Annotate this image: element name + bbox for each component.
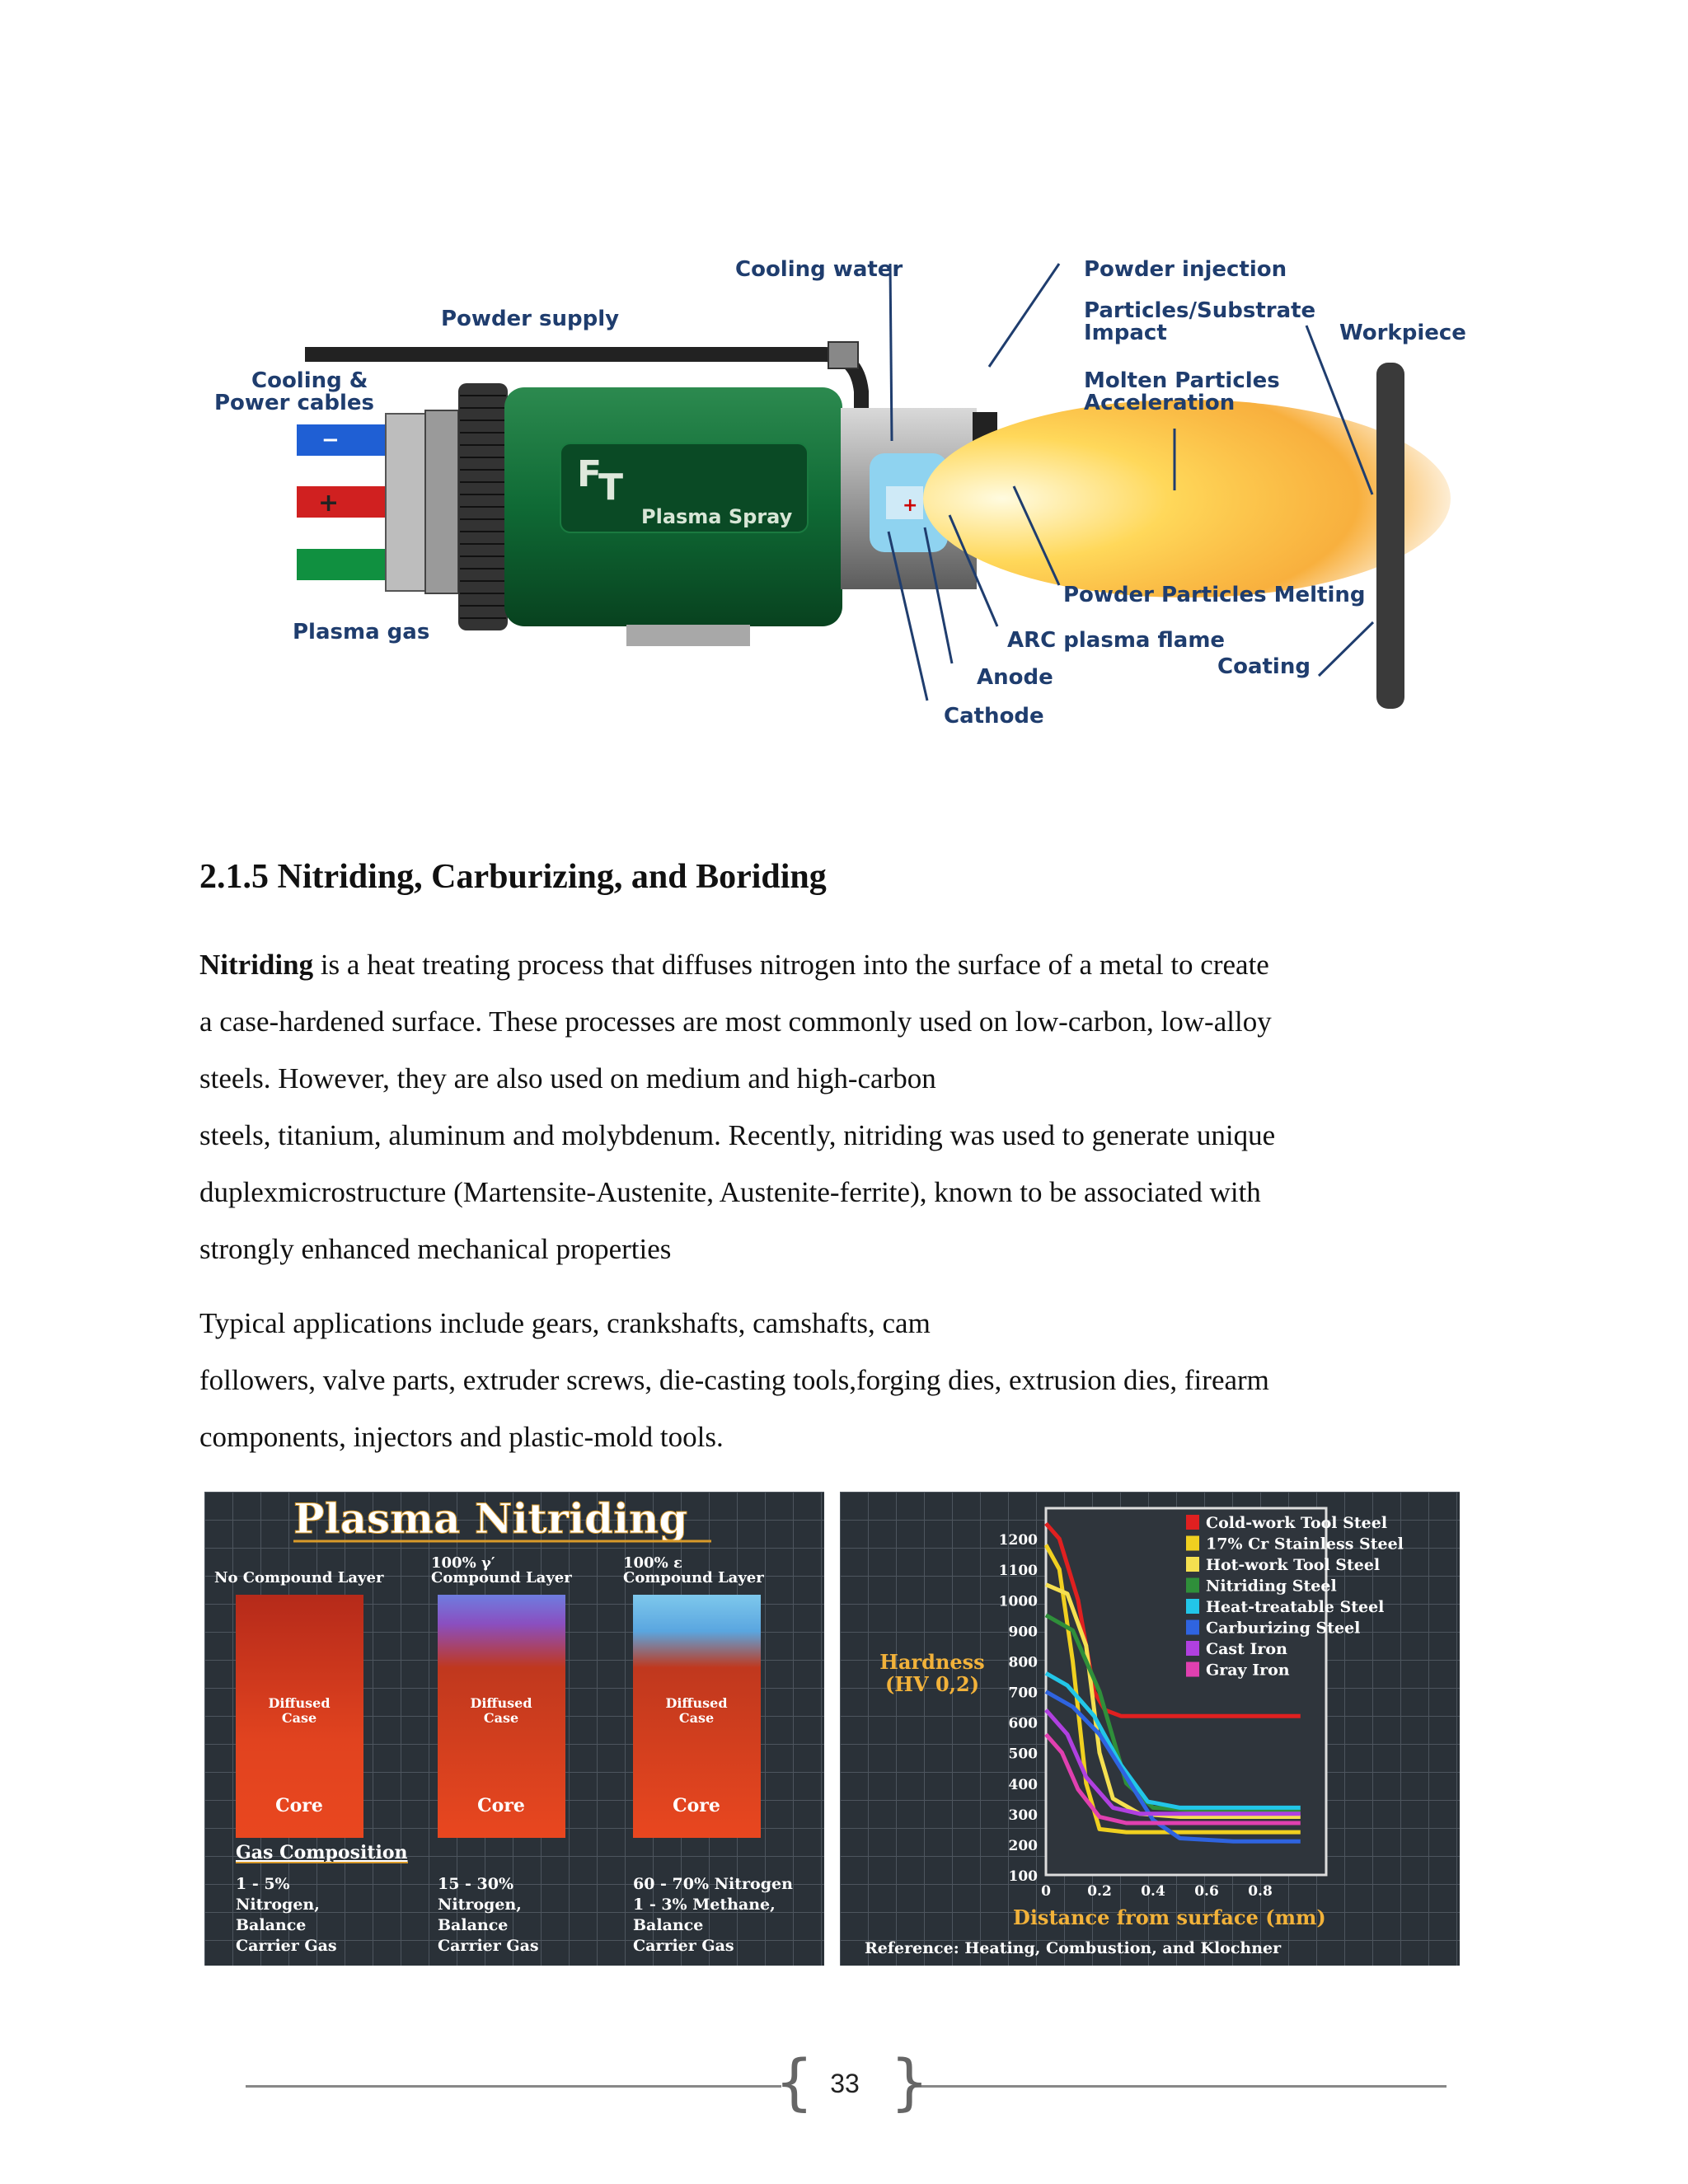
cable-fittings [386, 414, 427, 591]
term-nitriding: Nitriding [199, 949, 314, 981]
paragraph-line: duplexmicrostructure (Martensite-Austenite, Austenite-ferrite), known to be associated with [199, 1176, 1261, 1208]
y-tick-label: 100 [1008, 1868, 1038, 1885]
svg-text:T: T [598, 466, 624, 509]
col2-gas-2: Nitrogen, [438, 1896, 522, 1914]
svg-text:−: − [321, 428, 340, 452]
legend-label: Cast Iron [1206, 1640, 1287, 1658]
footer-brace-right: } [890, 2047, 930, 2118]
col2-case-2: Case [483, 1710, 519, 1726]
col3-header-2: Compound Layer [623, 1569, 764, 1586]
x-tick-label: 0.2 [1087, 1883, 1112, 1900]
y-axis-label-1: Hardness [879, 1650, 985, 1674]
label-molten-2: Acceleration [1084, 391, 1236, 415]
paragraph-line: components, injectors and plastic-mold tools. [199, 1421, 724, 1453]
col2-gas-4: Carrier Gas [438, 1937, 539, 1955]
col1-gas-4: Carrier Gas [236, 1937, 337, 1955]
legend-swatch [1186, 1557, 1199, 1572]
col3-gas-4: Carrier Gas [633, 1937, 734, 1955]
hose-connector [828, 342, 858, 368]
y-tick-label: 200 [1008, 1837, 1038, 1854]
svg-text:F: F [577, 453, 603, 495]
col1-gas-1: 1 - 5% [236, 1875, 290, 1893]
y-tick-label: 300 [1008, 1807, 1038, 1824]
col1-core: Core [275, 1795, 323, 1816]
label-arc-flame: ARC plasma flame [1007, 628, 1226, 653]
paragraph-line: followers, valve parts, extruder screws, die-casting tools,forging dies, extrusion dies, firearm [199, 1364, 1269, 1396]
x-tick-label: 0.4 [1141, 1883, 1165, 1900]
footer-rule-right [911, 2085, 1447, 2088]
col2-gas-1: 15 - 30% [438, 1875, 514, 1893]
x-tick-label: 0.6 [1194, 1883, 1219, 1900]
y-tick-label: 1100 [998, 1563, 1038, 1580]
cable-green [297, 549, 387, 580]
svg-text:+: + [318, 489, 340, 518]
cable-blue [297, 424, 387, 456]
paragraph-line: steels, titanium, aluminum and molybdenum. Recently, nitriding was used to generate unique [199, 1119, 1276, 1151]
y-tick-label: 700 [1008, 1685, 1038, 1702]
col1-case-1: Diffused [268, 1695, 331, 1711]
y-tick-label: 400 [1008, 1776, 1038, 1793]
paragraph-line: strongly enhanced mechanical properties [199, 1233, 672, 1265]
y-tick-label: 600 [1008, 1715, 1038, 1732]
paragraph-line: Typical applications include gears, crankshafts, camshafts, cam [199, 1307, 931, 1339]
paragraph-applications [199, 1295, 1269, 1465]
gun-base [626, 625, 750, 646]
legend-swatch [1186, 1515, 1199, 1530]
col2-header-2: Compound Layer [431, 1569, 572, 1586]
y-axis-label-2: (HV 0,2) [884, 1672, 980, 1696]
legend-swatch [1186, 1641, 1199, 1656]
page-number: 33 [830, 2069, 860, 2098]
col1-case-2: Case [281, 1710, 317, 1726]
col1-header: No Compound Layer [214, 1569, 384, 1586]
legend-swatch [1186, 1578, 1199, 1593]
col3-case-2: Case [678, 1710, 715, 1726]
hardness-chart [840, 1492, 1460, 1966]
label-molten-1: Molten Particles [1084, 368, 1280, 393]
legend-swatch [1186, 1599, 1199, 1614]
label-cooling-water: Cooling water [735, 257, 903, 282]
legend-label: Nitriding Steel [1206, 1577, 1337, 1596]
col1-gas-3: Balance [236, 1916, 307, 1934]
x-axis-label: Distance from surface (mm) [1013, 1905, 1326, 1929]
col2-core: Core [477, 1795, 525, 1816]
label-cathode: Cathode [944, 704, 1044, 729]
col3-header-1: 100% ε [623, 1554, 682, 1572]
svg-text:+: + [903, 495, 918, 516]
label-anode: Anode [977, 665, 1053, 690]
x-tick-label: 0.8 [1248, 1883, 1273, 1900]
legend-label: 17% Cr Stainless Steel [1206, 1535, 1404, 1554]
cable-red [297, 486, 387, 518]
paragraph-line: steels. However, they are also used on medium and high-carbon [199, 1062, 936, 1094]
legend-swatch [1186, 1662, 1199, 1677]
cable-fittings-2 [425, 410, 458, 593]
plasma-flame [923, 400, 1451, 598]
label-plasma-gas: Plasma gas [293, 620, 430, 644]
y-tick-label: 1000 [998, 1593, 1038, 1610]
y-tick-label: 500 [1008, 1746, 1038, 1763]
nitriding-title: Plasma Nitriding [293, 1494, 688, 1543]
chart-reference: Reference: Heating, Combustion, and Klochner [865, 1939, 1282, 1957]
label-powder-melting: Powder Particles Melting [1063, 583, 1366, 607]
legend-label: Cold-work Tool Steel [1206, 1514, 1388, 1532]
plasma-spray-diagram [198, 239, 1467, 766]
col3-core: Core [673, 1795, 720, 1816]
footer-brace-left: { [775, 2047, 814, 2118]
legend-label: Heat-treatable Steel [1206, 1598, 1385, 1616]
col3-case-1: Diffused [665, 1695, 728, 1711]
legend-label: Carburizing Steel [1206, 1619, 1361, 1638]
label-powder-injection: Powder injection [1084, 257, 1287, 282]
x-tick-label: 0 [1041, 1883, 1051, 1900]
y-tick-label: 1200 [998, 1532, 1038, 1549]
legend-label: Hot-work Tool Steel [1206, 1556, 1381, 1574]
legend-swatch [1186, 1536, 1199, 1551]
label-particles-impact-2: Impact [1084, 321, 1167, 345]
label-powder-supply: Powder supply [441, 307, 620, 331]
paragraph-line: a case-hardened surface. These processes are most commonly used on low-carbon, low-alloy [199, 1005, 1272, 1038]
gun-logo-text: Plasma Spray [641, 505, 793, 528]
paragraph-line [199, 936, 1275, 993]
col1-gas-2: Nitrogen, [236, 1896, 320, 1914]
col2-header-1: 100% γ′ [431, 1554, 495, 1572]
workpiece-bar [1376, 363, 1404, 709]
section-heading: 2.1.5 Nitriding, Carburizing, and Boriding [199, 858, 827, 896]
paragraph-nitriding [199, 936, 1275, 1277]
y-tick-label: 800 [1008, 1654, 1038, 1671]
label-workpiece: Workpiece [1339, 321, 1466, 345]
gas-heading: Gas Composition [236, 1842, 408, 1863]
legend-swatch [1186, 1620, 1199, 1635]
plasma-nitriding-figure [204, 1492, 824, 1966]
col2-gas-3: Balance [438, 1916, 509, 1934]
label-particles-impact-1: Particles/Substrate [1084, 298, 1316, 323]
footer-rule-left [246, 2085, 781, 2088]
col3-gas-3: Balance [633, 1916, 704, 1934]
legend-label: Gray Iron [1206, 1661, 1290, 1680]
hardness-chart-figure [840, 1492, 1460, 1966]
col3-gas-2: 1 - 3% Methane, [633, 1896, 776, 1914]
label-coating: Coating [1217, 654, 1311, 679]
col2-case-1: Diffused [470, 1695, 532, 1711]
y-tick-label: 900 [1008, 1624, 1038, 1641]
label-cooling-power-2: Power cables [214, 391, 375, 415]
col3-gas-1: 60 - 70% Nitrogen [633, 1875, 793, 1893]
label-cooling-power-1: Cooling & [251, 368, 368, 393]
paragraph-line-text: is a heat treating process that diffuses nitrogen into the surface of a metal to create [313, 949, 1269, 981]
